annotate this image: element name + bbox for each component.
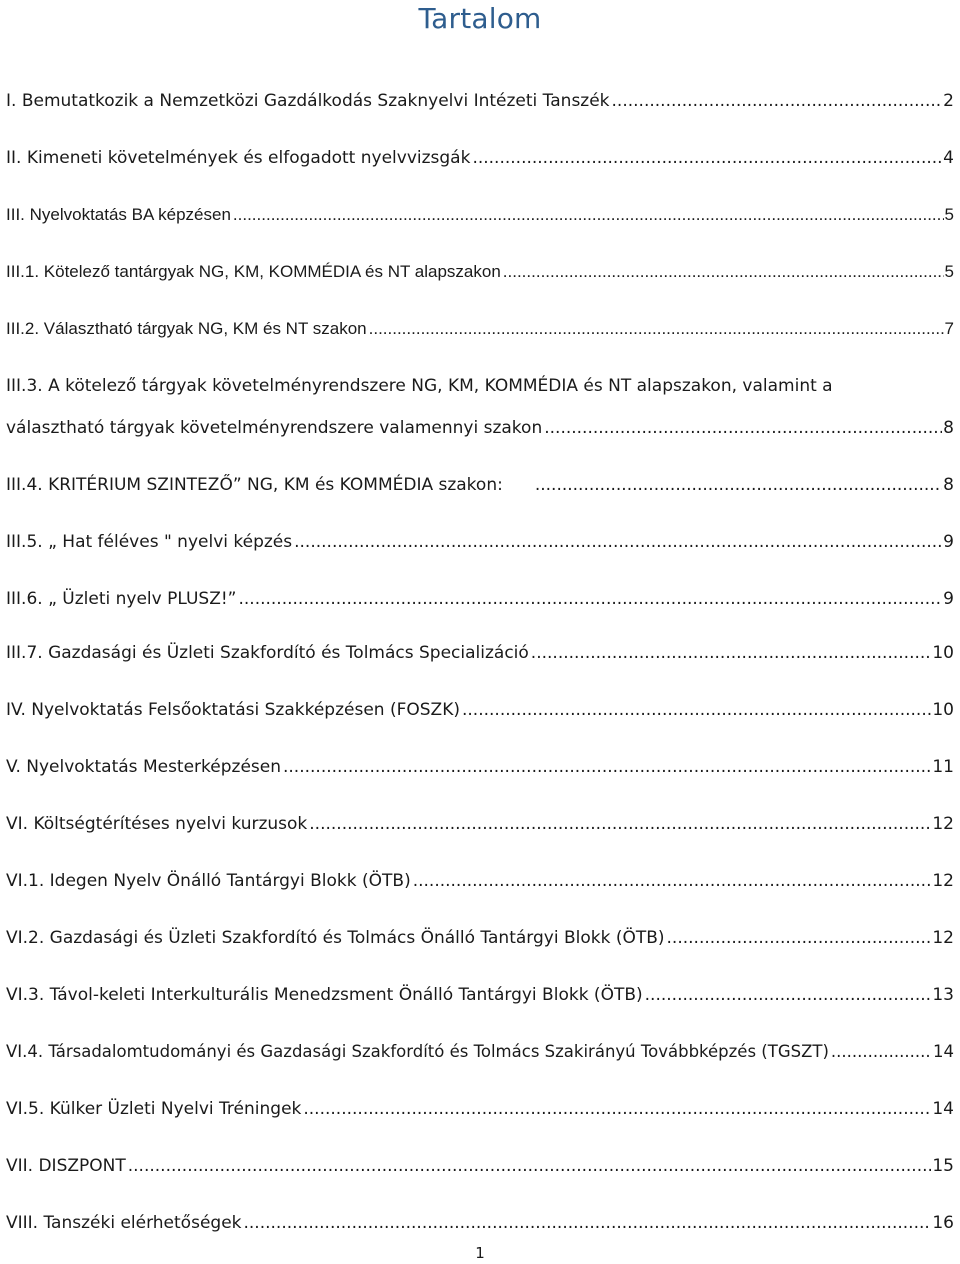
toc-entry-label: I. Bemutatkozik a Nemzetközi Gazdálkodás Szaknyelvi Intézeti Tanszék: [6, 91, 610, 111]
toc-entry-page: 11: [932, 757, 954, 777]
dot-leader: [369, 318, 944, 340]
dot-leader: [413, 870, 932, 892]
toc-entry-label: III.7. Gazdasági és Üzleti Szakfordító és Tolmács Specializáció: [6, 643, 529, 663]
page-title: Tartalom: [418, 2, 542, 35]
toc-entry-3[interactable]: [6, 204, 954, 226]
dot-leader: [283, 756, 931, 778]
toc-entry-label: III.2. Választható tárgyak NG, KM és NT szakon: [6, 319, 367, 338]
dot-leader: [503, 261, 944, 283]
dot-leader: [309, 813, 931, 835]
toc-entry-label: VI.4. Társadalomtudományi és Gazdasági Szakfordító és Tolmács Szakirányú Továbbképzés (TGSZT): [6, 1042, 829, 1061]
toc-entry-page: 15: [932, 1156, 954, 1176]
toc-entry-label: választható tárgyak követelményrendszere valamennyi szakon: [6, 418, 543, 438]
toc-entry-page: 2: [943, 91, 954, 111]
toc-entry-page: 12: [932, 928, 954, 948]
dot-leader: [238, 588, 942, 610]
dot-leader: [244, 1212, 932, 1234]
dot-leader: [667, 927, 932, 949]
toc-entry-label: VIII. Tanszéki elérhetőségek: [6, 1213, 242, 1233]
toc-entry-8[interactable]: [6, 531, 954, 553]
toc-entry-20[interactable]: [6, 1212, 954, 1234]
toc-entry-10[interactable]: [6, 642, 954, 664]
toc-entry-label: V. Nyelvoktatás Mesterképzésen: [6, 757, 281, 777]
toc-entry-label: VII. DISZPONT: [6, 1156, 126, 1176]
toc-entry-label: VI.3. Távol-keleti Interkulturális Menedzsment Önálló Tantárgyi Blokk (ÖTB): [6, 985, 643, 1005]
toc-entry-page: 14: [932, 1099, 954, 1119]
dot-leader: [531, 642, 932, 664]
dot-leader: [462, 699, 931, 721]
toc-entry-page: 5: [944, 205, 954, 224]
toc-entry-6[interactable]: [6, 417, 954, 439]
toc-entry-13[interactable]: [6, 813, 954, 835]
toc-entry-label: VI.5. Külker Üzleti Nyelvi Tréningek: [6, 1099, 302, 1119]
toc-entry-4[interactable]: [6, 261, 954, 283]
toc-entry-18[interactable]: [6, 1098, 954, 1120]
toc-entry-5[interactable]: [6, 318, 954, 340]
toc-entry-label: III.1. Kötelező tantárgyak NG, KM, KOMMÉDIA és NT alapszakon: [6, 262, 501, 281]
toc-entry-12[interactable]: [6, 756, 954, 778]
dot-leader: [303, 1098, 931, 1120]
toc-entry-1[interactable]: [6, 90, 954, 112]
toc-entry-16[interactable]: [6, 984, 954, 1006]
toc-entry-page: 13: [932, 985, 954, 1005]
toc-entry-page: 8: [943, 475, 954, 495]
toc-entry-label: III.6. „ Üzleti nyelv PLUSZ!”: [6, 589, 237, 609]
toc-entry-page: 14: [933, 1042, 954, 1061]
toc-entry-14[interactable]: [6, 870, 954, 892]
dot-leader: [544, 417, 942, 439]
toc-entry-2[interactable]: [6, 147, 954, 169]
toc-entry-label: III. Nyelvoktatás BA képzésen: [6, 205, 231, 224]
toc-entry-page: 7: [944, 319, 954, 338]
dot-leader: [645, 984, 932, 1006]
toc-entry-page: 10: [932, 700, 954, 720]
toc-entry-page: 16: [932, 1213, 954, 1233]
toc-entry-6-first-line[interactable]: III.3. A kötelező tárgyak követelményrendszere NG, KM, KOMMÉDIA és NT alapszakon, valamint a: [6, 376, 833, 396]
toc-entry-label: VI.1. Idegen Nyelv Önálló Tantárgyi Blokk (ÖTB): [6, 871, 411, 891]
toc-entry-label: VI.2. Gazdasági és Üzleti Szakfordító és Tolmács Önálló Tantárgyi Blokk (ÖTB): [6, 928, 665, 948]
dot-leader: [128, 1155, 932, 1177]
dot-leader: [535, 474, 942, 496]
dot-leader: [294, 531, 942, 553]
toc-entry-label: IV. Nyelvoktatás Felsőoktatási Szakképzésen (FOSZK): [6, 700, 460, 720]
dot-leader: [472, 147, 942, 169]
toc-entry-7[interactable]: [6, 474, 954, 496]
toc-entry-9[interactable]: [6, 588, 954, 610]
dot-leader: [831, 1041, 932, 1063]
toc-entry-label: III.4. KRITÉRIUM SZINTEZŐ” NG, KM és KOMMÉDIA szakon:: [6, 475, 503, 495]
toc-entry-page: 12: [932, 814, 954, 834]
toc-entry-page: 5: [944, 262, 954, 281]
dot-leader: [612, 90, 943, 112]
toc-entry-label: III.5. „ Hat féléves " nyelvi képzés: [6, 532, 293, 552]
dot-leader: [233, 204, 944, 226]
toc-entry-page: 9: [943, 532, 954, 552]
toc-entry-page: 8: [943, 418, 954, 438]
toc-entry-15[interactable]: [6, 927, 954, 949]
toc-entry-page: 4: [943, 148, 954, 168]
toc-entry-11[interactable]: [6, 699, 954, 721]
toc-entry-label: VI. Költségtérítéses nyelvi kurzusok: [6, 814, 308, 834]
page-number: 1: [475, 1244, 485, 1262]
toc-entry-19[interactable]: [6, 1155, 954, 1177]
toc-entry-page: 10: [932, 643, 954, 663]
toc-entry-page: 12: [932, 871, 954, 891]
toc-entry-label: II. Kimeneti követelmények és elfogadott nyelvvizsgák: [6, 148, 471, 168]
toc-entry-17[interactable]: [6, 1041, 954, 1063]
toc-entry-page: 9: [943, 589, 954, 609]
